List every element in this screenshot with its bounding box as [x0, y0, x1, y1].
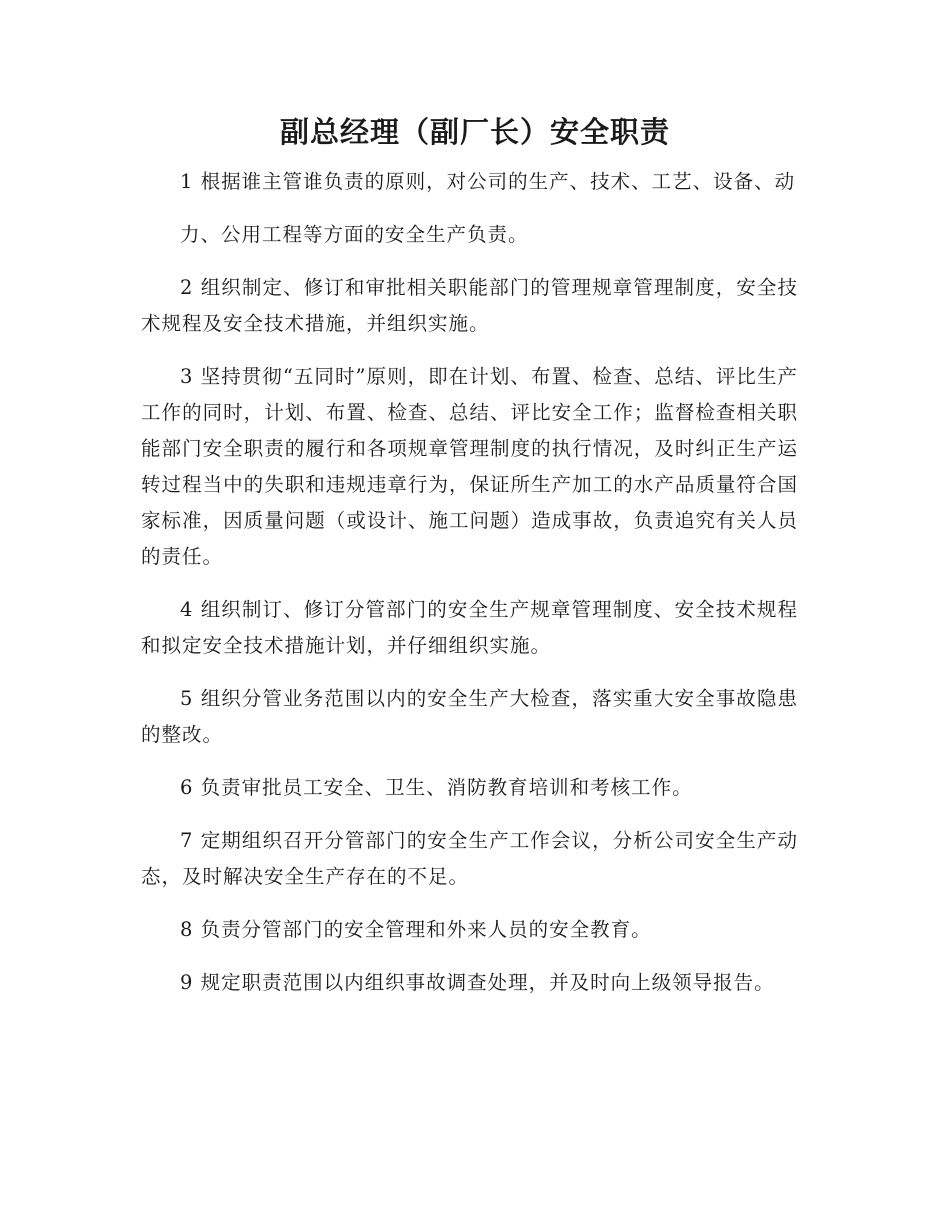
paragraph-8: 8 负责分管部门的安全管理和外来人员的安全教育。 — [180, 918, 652, 941]
paragraph-1: 1 根据谁主管谁负责的原则，对公司的生产、技术、工艺、设备、动 — [180, 170, 796, 193]
paragraph-9: 9 规定职责范围以内组织事故调查处理，并及时向上级领导报告。 — [180, 971, 775, 994]
paragraph-7: 7 定期组织召开分管部门的安全生产工作会议，分析公司安全生产动态，及时解决安全生产存在的不足。 — [141, 829, 798, 888]
paragraph-5: 5 组织分管业务范围以内的安全生产大检查，落实重大安全事故隐患的整改。 — [141, 687, 798, 746]
paragraph-1-continued: 力、公用工程等方面的安全生产负责。 — [180, 223, 529, 246]
paragraph-6: 6 负责审批员工安全、卫生、消防教育培训和考核工作。 — [180, 776, 693, 799]
document-title: 副总经理（副厂长）安全职责 — [279, 115, 670, 149]
paragraph-2: 2 组织制定、修订和审批相关职能部门的管理规章管理制度，安全技术规程及安全技术措施，并组织实施。 — [141, 276, 798, 335]
paragraph-4: 4 组织制订、修订分管部门的安全生产规章管理制度、安全技术规程和拟定安全技术措施计划，并仔细组织实施。 — [141, 598, 798, 657]
paragraph-3: 3 坚持贯彻“五同时”原则，即在计划、布置、检查、总结、评比生产工作的同时，计划、布置、检查、总结、评比安全工作；监督检查相关职能部门安全职责的履行和各项规章管理制度的执行情况，及时纠正生产运转过程当中的失职和违规违章行为，保证所生产加工的水产品质量符合国家标准，因质量问题（或设计、施工问题）造成事故，负责追究有关人员的责任。 — [141, 365, 798, 568]
document-body — [141, 164, 798, 1018]
